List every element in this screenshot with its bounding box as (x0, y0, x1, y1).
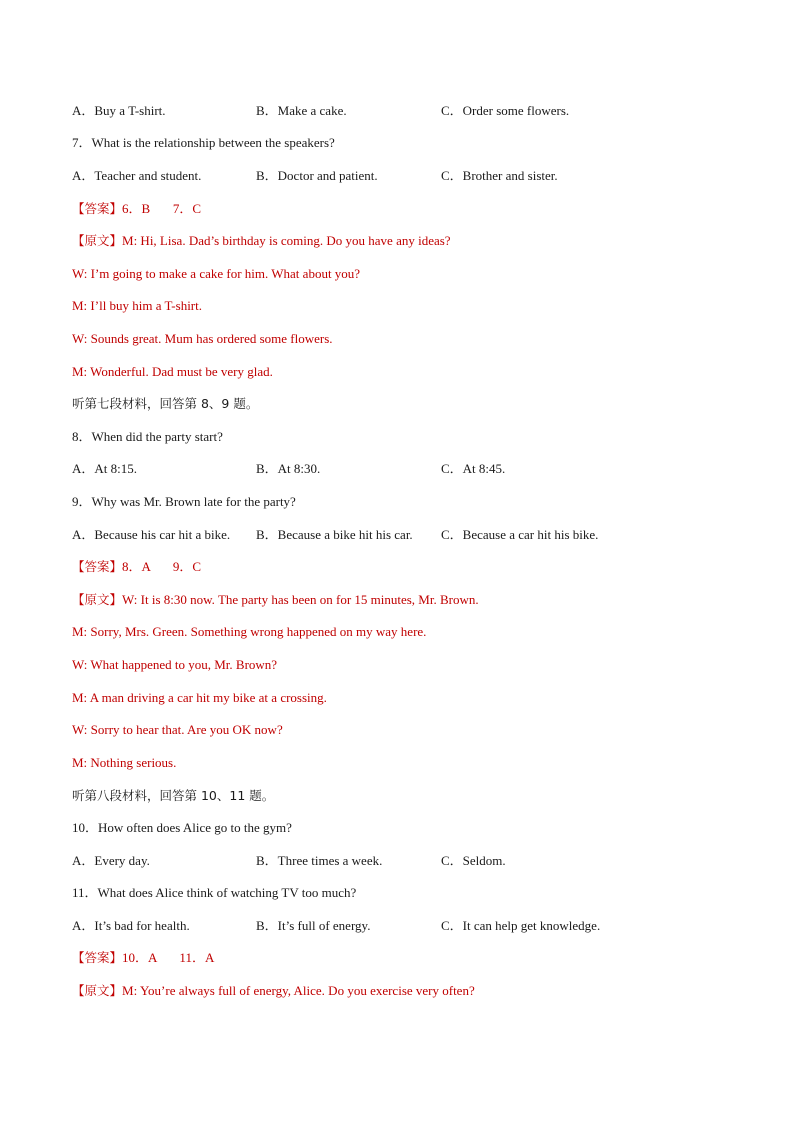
transcript-1-line-4: W: Sounds great. Mum has ordered some flowers. (72, 331, 333, 346)
q8-option-a: A．At 8:15. (72, 461, 138, 476)
section-7-heading: 听第七段材料，回答第 8、9 题。 (72, 396, 259, 411)
q9-options (0, 526, 700, 544)
q8-question: 8．When did the party start? (72, 429, 223, 444)
transcript-2-line-5: W: Sorry to hear that. Are you OK now? (72, 722, 283, 737)
transcript-1-line-5: M: Wonderful. Dad must be very glad. (72, 364, 273, 379)
q9-option-c: C．Because a car hit his bike. (441, 527, 599, 542)
q11-option-c: C．It can help get knowledge. (441, 918, 601, 933)
section-8-heading: 听第八段材料，回答第 10、11 题。 (72, 788, 275, 803)
q10-question: 10．How often does Alice go to the gym? (72, 820, 292, 835)
q11-question: 11．What does Alice think of watching TV too much? (72, 885, 357, 900)
q10-option-c: C．Seldom. (441, 853, 506, 868)
transcript-1-line-3: M: I’ll buy him a T-shirt. (72, 298, 202, 313)
answer-text: 10．A 11．A (122, 950, 215, 965)
q6-option-c: C．Order some flowers. (441, 103, 570, 118)
q7-option-c: C．Brother and sister. (441, 168, 558, 183)
answer-block-3 (72, 949, 214, 967)
transcript-text: M: You’re always full of energy, Alice. Do you exercise very often? (122, 983, 475, 998)
q9-question: 9．Why was Mr. Brown late for the party? (72, 494, 296, 509)
transcript-2-line-6: M: Nothing serious. (72, 755, 177, 770)
transcript-tag: 【原文】 (72, 592, 123, 607)
answer-block-1 (72, 200, 201, 218)
q10-option-b: B．Three times a week. (256, 853, 383, 868)
q6-option-a: A．Buy a T-shirt. (72, 103, 166, 118)
transcript-text: W: It is 8:30 now. The party has been on for 15 minutes, Mr. Brown. (122, 592, 479, 607)
answer-text: 6．B 7．C (122, 201, 202, 216)
transcript-2-line-4: M: A man driving a car hit my bike at a crossing. (72, 690, 327, 705)
q10-option-a: A．Every day. (72, 853, 150, 868)
transcript-1-line-1 (72, 232, 451, 250)
q6-option-b: B．Make a cake. (256, 103, 347, 118)
transcript-1-line-2: W: I’m going to make a cake for him. What about you? (72, 266, 361, 281)
transcript-2-line-1 (72, 591, 479, 609)
q8-option-b: B．At 8:30. (256, 461, 321, 476)
answer-tag: 【答案】 (72, 201, 123, 216)
q8-option-c: C．At 8:45. (441, 461, 506, 476)
transcript-tag: 【原文】 (72, 233, 123, 248)
q7-options (0, 167, 700, 185)
q8-options (0, 460, 700, 478)
transcript-text: M: Hi, Lisa. Dad’s birthday is coming. Do you have any ideas? (122, 233, 451, 248)
transcript-2-line-2: M: Sorry, Mrs. Green. Something wrong happened on my way here. (72, 624, 427, 639)
q11-option-a: A．It’s bad for health. (72, 918, 190, 933)
q10-options (0, 852, 700, 870)
q9-option-b: B．Because a bike hit his car. (256, 527, 413, 542)
answer-tag: 【答案】 (72, 559, 123, 574)
transcript-tag: 【原文】 (72, 983, 123, 998)
transcript-2-line-3: W: What happened to you, Mr. Brown? (72, 657, 278, 672)
q11-option-b: B．It’s full of energy. (256, 918, 371, 933)
answer-text: 8．A 9．C (122, 559, 202, 574)
answer-tag: 【答案】 (72, 950, 123, 965)
q7-option-a: A．Teacher and student. (72, 168, 202, 183)
q11-options (0, 917, 700, 935)
q7-question: 7．What is the relationship between the speakers? (72, 135, 335, 150)
answer-block-2 (72, 558, 201, 576)
q9-option-a: A．Because his car hit a bike. (72, 527, 231, 542)
transcript-3-line-1 (72, 982, 475, 1000)
q6-options (0, 102, 700, 120)
q7-option-b: B．Doctor and patient. (256, 168, 378, 183)
